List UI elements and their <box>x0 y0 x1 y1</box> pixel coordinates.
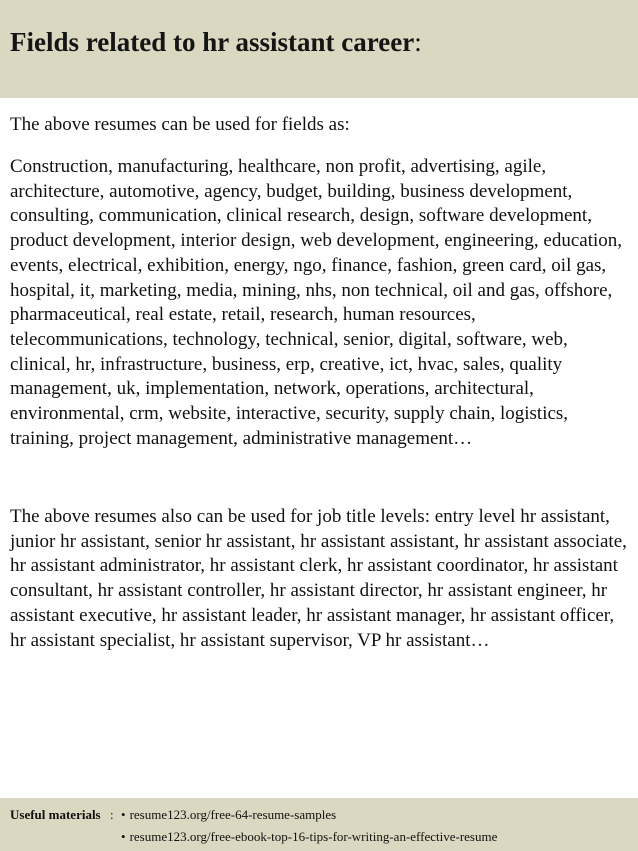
page-title-text: Fields related to hr assistant career <box>10 27 415 57</box>
footer-band <box>0 798 638 851</box>
bullet-icon: • <box>121 829 126 844</box>
bullet-icon: • <box>121 807 126 822</box>
useful-materials-label: Useful materials <box>10 807 101 822</box>
intro-text: The above resumes can be used for fields as: <box>10 114 350 135</box>
resource-item-ebook <box>121 829 497 845</box>
useful-materials-colon: : <box>110 807 114 822</box>
resource-item-samples <box>121 807 336 823</box>
resource-link-samples[interactable]: resume123.org/free-64-resume-samples <box>129 807 337 822</box>
resource-link-ebook[interactable]: resume123.org/free-ebook-top-16-tips-for-writing-an-effective-resume <box>129 829 498 844</box>
header-band <box>0 0 638 98</box>
page-title <box>10 25 422 59</box>
job-levels-paragraph: The above resumes also can be used for job title levels: entry level hr assistant, junior hr assistant, senior hr assistant, hr assistant assistant, hr assistant associate, hr assistant administrator, hr assistant clerk, hr assistant coordinator, hr assistant consultant, hr assistant controller, hr assistant director, hr assistant engineer, hr assistant executive, hr assistant leader, hr assistant manager, hr assistant officer, hr assistant specialist, hr assistant supervisor, VP hr assistant… <box>10 506 627 651</box>
page-title-colon: : <box>414 27 422 57</box>
fields-paragraph: Construction, manufacturing, healthcare, non profit, advertising, agile, architecture, automotive, agency, budget, building, business development, consulting, communication, clinical research, design, software development, product development, interior design, web development, engineering, education, events, electrical, exhibition, energy, ngo, finance, fashion, green card, oil gas, hospital, it, marketing, media, mining, nhs, non technical, oil and gas, offshore, pharmaceutical, real estate, retail, research, human resources, telecommunications, technology, technical, senior, digital, software, web, clinical, hr, infrastructure, business, erp, creative, ict, hvac, sales, quality management, uk, implementation, network, operations, architectural, environmental, crm, website, interactive, security, supply chain, logistics, training, project management, administrative management… <box>10 156 623 449</box>
